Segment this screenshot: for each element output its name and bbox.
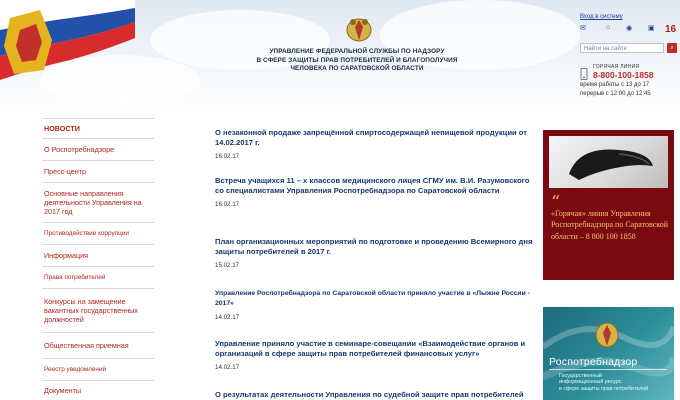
sidebar-item-information[interactable]: Информация bbox=[42, 244, 154, 266]
telephone-photo bbox=[549, 136, 668, 188]
search-button[interactable] bbox=[667, 43, 677, 53]
news-date: 14.02.17 bbox=[215, 314, 240, 321]
news-title-link[interactable]: О результатах деятельности Управления по судебной защите прав потребителей bbox=[215, 390, 524, 399]
mail-icon[interactable]: ✉ bbox=[580, 25, 586, 32]
divider bbox=[549, 369, 667, 370]
sidebar-item-directions[interactable]: Основные направления деятельности Управления на 2017 год bbox=[42, 182, 154, 222]
hotline-banner-text: «Горячая» линия Управления Роспотребнадзора по Саратовской области – 8 800 100 1858 bbox=[551, 209, 668, 241]
site-header bbox=[0, 0, 680, 112]
sidebar-item-reception[interactable]: Общественная приемная bbox=[42, 332, 154, 358]
sidebar-item-registry[interactable]: Реестр уведомлений bbox=[42, 358, 154, 380]
hotline-hours bbox=[580, 81, 651, 98]
phone-icon bbox=[580, 68, 588, 80]
news-date: 15.02.17 bbox=[215, 262, 240, 269]
subtitle-line: в сфере защиты прав потребителей bbox=[559, 385, 649, 392]
flag-emblem-logo[interactable] bbox=[0, 0, 135, 80]
rospotrebnadzor-title: Роспотребнадзор bbox=[549, 356, 638, 368]
sidebar-item-consumer-rights[interactable]: Права потребителей bbox=[42, 266, 154, 288]
sidebar-item-news[interactable]: НОВОСТИ bbox=[42, 118, 154, 138]
agency-name-line: В СФЕРЕ ЗАЩИТЫ ПРАВ ПОТРЕБИТЕЛЕЙ И БЛАГОПОЛУЧИЯ bbox=[256, 56, 458, 64]
news-item bbox=[215, 289, 533, 321]
hotline-banner[interactable] bbox=[543, 130, 674, 280]
quote-mark: “ bbox=[551, 192, 561, 213]
news-title-link[interactable]: План организационных мероприятий по подготовке и проведению Всемирного дня защиты потребителей в 2017 г. bbox=[215, 237, 533, 256]
news-item bbox=[215, 237, 533, 269]
rospotrebnadzor-subtitle bbox=[559, 373, 648, 392]
rospotrebnadzor-banner[interactable] bbox=[543, 307, 674, 400]
sidebar-item-vacancies[interactable]: Конкурсы на замещение вакантных государственных должностей bbox=[42, 288, 154, 332]
news-item bbox=[215, 339, 533, 371]
rss-icon[interactable]: ◉ bbox=[626, 25, 633, 32]
login-link[interactable]: Вход в систему bbox=[580, 14, 623, 20]
agency-name bbox=[232, 48, 482, 74]
telephone-icon bbox=[549, 136, 668, 188]
hotline-hours-line: время работы с 13 до 17 bbox=[580, 82, 650, 88]
sidebar-item-documents[interactable]: Документы bbox=[42, 380, 154, 400]
coat-of-arms-icon bbox=[342, 12, 376, 46]
subtitle-line: информационный ресурс bbox=[559, 379, 622, 386]
search-icon: ⌕ bbox=[670, 45, 674, 51]
news-title-link[interactable]: Встреча учащихся 11 – х классов медицинского лицея СГМУ им. В.И. Разумовского со специалистами Управления Роспотребнадзора по Саратовской области bbox=[215, 176, 530, 195]
hotline-number[interactable]: 8-800-100-1858 bbox=[593, 70, 654, 80]
news-title-link[interactable]: О незаконной продаже запрещённой спиртосодержащей непищевой продукции от 14.02.2017 г. bbox=[215, 128, 527, 147]
news-date: 16.02.17 bbox=[215, 201, 240, 208]
news-title-link[interactable]: Управление Роспотребнадзора по Саратовской области приняло участие в «Лыжне России - 2017» bbox=[215, 290, 530, 307]
accessibility-icon[interactable]: ▣ bbox=[648, 25, 655, 32]
sidebar-item-anticorruption[interactable]: Противодействие коррупции bbox=[42, 222, 154, 244]
agency-name-line: УПРАВЛЕНИЕ ФЕДЕРАЛЬНОЙ СЛУЖБЫ ПО НАДЗОРУ bbox=[269, 48, 445, 55]
search-input[interactable]: Найти на сайте bbox=[580, 43, 664, 53]
news-date: 16.02.17 bbox=[215, 153, 240, 160]
coat-of-arms-icon bbox=[591, 317, 623, 351]
subtitle-line: Государственный bbox=[559, 373, 602, 379]
news-item bbox=[215, 128, 533, 160]
sidebar-item-about[interactable]: О Роспотребнадзоре bbox=[42, 138, 154, 160]
sitemap-icon[interactable]: ⌂ bbox=[606, 24, 611, 31]
sidebar-item-press[interactable]: Пресс-центр bbox=[42, 160, 154, 182]
visit-counter: 16 bbox=[665, 24, 677, 35]
agency-name-line: ЧЕЛОВЕКА ПО САРАТОВСКОЙ ОБЛАСТИ bbox=[290, 65, 424, 73]
news-item bbox=[215, 390, 533, 400]
sidebar-nav bbox=[42, 118, 154, 400]
news-title-link[interactable]: Управление приняло участие в семинаре-совещании «Взаимодействие органов и организаций в сфере защиты прав потребителей финансовых услуг» bbox=[215, 339, 526, 358]
hotline-hours-line: перерыв с 12:00 до 12:45 bbox=[580, 90, 651, 97]
news-item bbox=[215, 176, 533, 208]
news-date: 14.02.17 bbox=[215, 364, 240, 371]
hotline-label: ГОРЯЧАЯ ЛИНИЯ bbox=[593, 64, 640, 70]
